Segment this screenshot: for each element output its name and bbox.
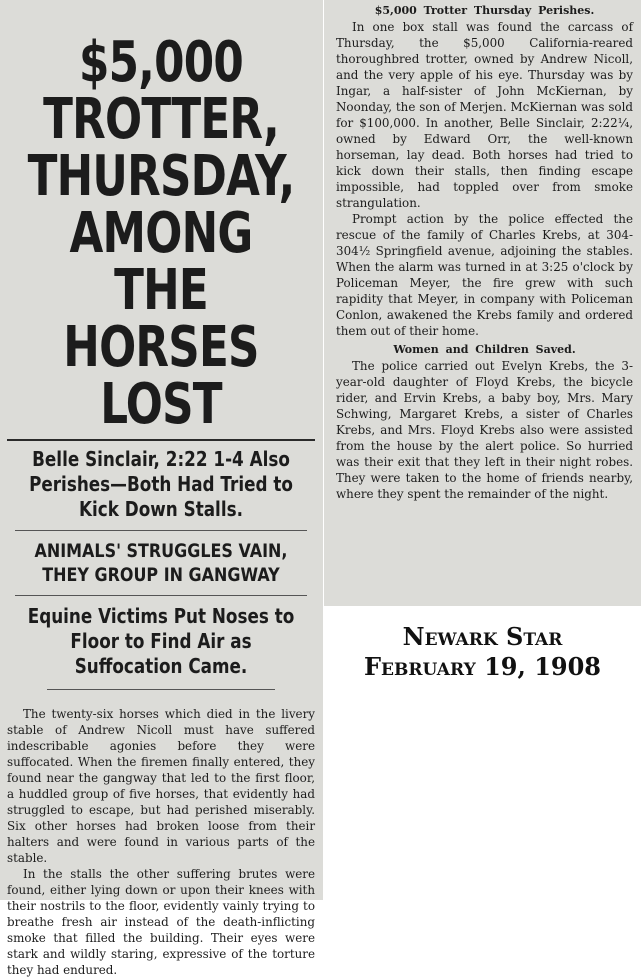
caption-publication: Newark Star — [402, 622, 563, 651]
deck-line: Equine Victims Put Noses to — [27, 604, 295, 628]
headline-rule — [7, 439, 315, 441]
first-deck — [8, 447, 314, 522]
deck-rule — [47, 689, 275, 690]
deck-line: Kick Down Stalls. — [79, 497, 243, 521]
headline-line: $5,000 TROTTER, — [43, 30, 279, 152]
deck-line: Suffocation Came. — [74, 654, 248, 678]
second-deck — [8, 539, 314, 587]
subheading: Women and Children Saved. — [393, 343, 576, 356]
article-paragraph: The twenty-six horses which died in the livery stable of Andrew Nicoll must have suffered indescribable agonies before they were suffocated. When the firemen finally entered, they found near the gangway that led to the first floor, a huddled group of five horses, that evidently had struggled to escape, but had perished miserably. Six other horses had broken loose from their halters and were found in various parts of the stable. — [7, 707, 315, 865]
deck-line: Floor to Find Air as — [70, 629, 252, 653]
article-paragraph: In the stalls the other suffering brutes were found, either lying down or upon their knees with their nostrils to the floor, evidently vainly trying to breathe fresh air instead of the death-inflicting smoke that filled the building. Their eyes were stark and wildly staring, expressive of the torture they had endured. — [7, 867, 315, 977]
deck-line: THEY GROUP IN GANGWAY — [42, 564, 280, 586]
source-caption — [324, 622, 641, 682]
article-paragraph: The police carried out Evelyn Krebs, the 3-year-old daughter of Floyd Krebs, the bicycle rider, and Ervin Krebs, a baby boy, Mrs. Mary Schwing, Margaret Krebs, a sister of Charles Krebs, and Mrs. Floyd Krebs also were assisted from the house by the alert police. So hurried was their exit that they left in their night robes. They were taken to the home of friends nearby, where they spent the remainder of the night. — [336, 359, 633, 501]
deck-rule — [15, 530, 307, 531]
deck-rule — [15, 595, 307, 596]
deck-line: Belle Sinclair, 2:22 1-4 Also — [32, 447, 290, 471]
main-headline — [10, 30, 313, 437]
headline-line: THURSDAY, AMONG — [27, 144, 295, 266]
article-paragraph: Prompt action by the police effected the rescue of the family of Charles Krebs, at 304-304½ Springfield avenue, adjoining the stables. When the alarm was turned in at 3:25 o'clock by Policeman Meyer, the fire grew with such rapidity that Meyer, in company with Policeman Conlon, awakened the Krebs family and ordered them out of their home. — [336, 212, 633, 338]
deck-line: Perishes—Both Had Tried to — [29, 472, 293, 496]
deck-line: ANIMALS' STRUGGLES VAIN, — [34, 540, 288, 562]
caption-date: February 19, 1908 — [364, 652, 601, 681]
subheading: $5,000 Trotter Thursday Perishes. — [374, 4, 595, 17]
headline-line: THE HORSES LOST — [63, 258, 259, 437]
article-paragraph: In one box stall was found the carcass of Thursday, the $5,000 California-reared thoroughbred trotter, owned by Andrew Nicoll, and the very apple of his eye. Thursday was by Ingar, a half-sister of John McKiernan, by Noonday, the son of Merjen. McKiernan was sold for $100,000. In another, Belle Sinclair, 2:22¼, owned by Edward Orr, the well-known horseman, lay dead. Both horses had tried to kick down their stalls, then finding escape impossible, had toppled over from smoke strangulation. — [336, 20, 633, 210]
third-deck — [8, 604, 314, 679]
right-article-column — [324, 0, 641, 606]
